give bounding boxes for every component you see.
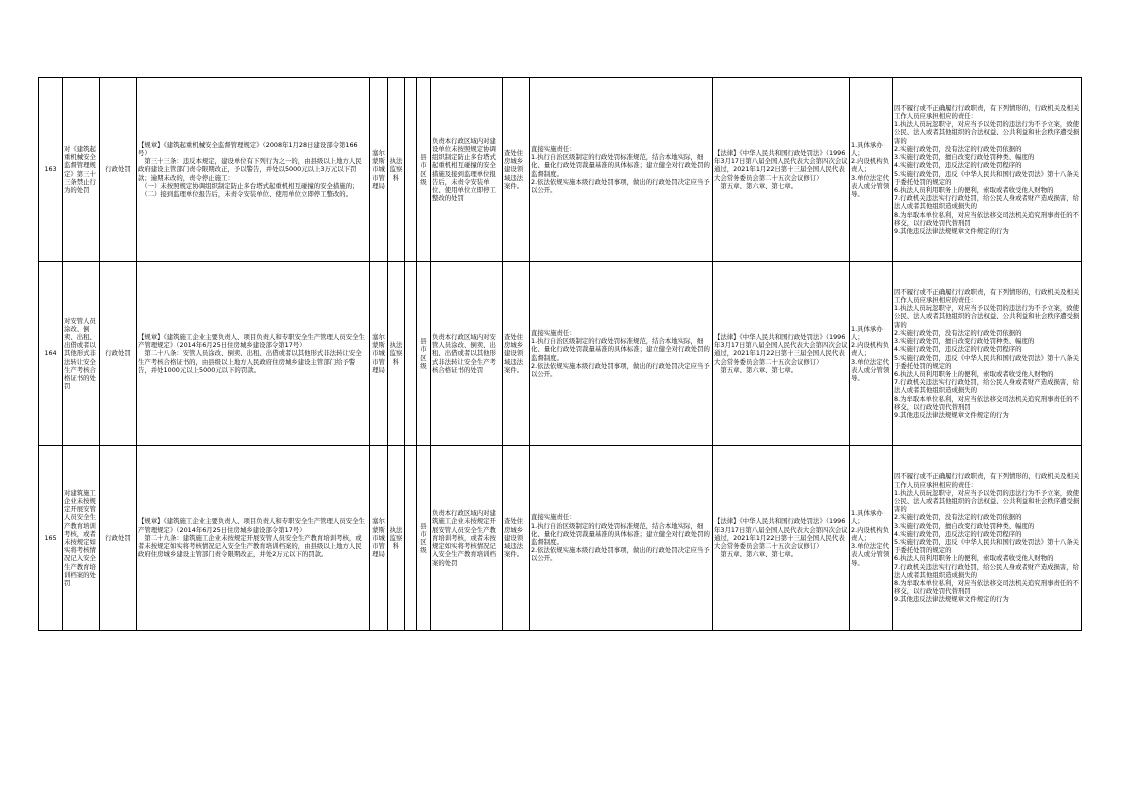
item-name: 对建筑施工企业未按规定开展安管人员安全生产教育培训考核，或者未按规定如实将考核情况记入安全生产教育培训档案的处罚: [63, 446, 100, 631]
responsible-subject: 1.具体承办人； 2.内设机构负责人； 3.单位法定代表人或分管领导。: [850, 78, 893, 262]
legal-basis: 【规章】《建筑施工企业主要负责人、项目负责人和专职安全生产管理人员安全生产管理规定》（2014年6月25日住房城乡建设部令第17号） 第二十八条：安管人员涂改、倒卖、出租、出借或者以其他形式非法转让安全生产考核合格证书的，由县级以上地方人民政府住房城乡建设主管部门给予警告，并处1000元以上5000元以下的罚款。: [137, 262, 370, 446]
liability-items: 因不履行或不正确履行行政职责，有下列情形的，行政机关及相关工作人员应承担相应的责任： 1.执法人员玩忽职守，对应当予以处罚的违法行为不予立案，致使公民、法人或者其他组织的合法权益、公共利益和社会秩序遭受损害的 2.实施行政处罚，没有法定的行政处罚依据的 3.实施行政处罚，擅自改变行政处罚种类、幅度的 4.实施行政处罚，违反法定的行政处罚程序的 5.实施行政处罚，违反《中华人民共和国行政处罚法》第十八条关于委托处罚的规定的 6.执法人员利用职务上的便利，索取或者收受他人财物的 7.行政机关违法实行行政处罚，给公民人身或者财产造成损害，给法人或者其他组织造成损失的 8.为牟取本单位私利，对应当依法移交司法机关追究刑事责任的不移交，以行政处罚代替刑罚 9.其他违反法律法规规章文件规定的行为: [893, 78, 1082, 262]
liability-items: 因不履行或不正确履行行政职责，有下列情形的，行政机关及相关工作人员应承担相应的责任： 1.执法人员玩忽职守，对应当予以处罚的违法行为不予立案，致使公民、法人或者其他组织的合法权益、公共利益和社会秩序遭受损害的 2.实施行政处罚，没有法定的行政处罚依据的 3.实施行政处罚，擅自改变行政处罚种类、幅度的 4.实施行政处罚，违反法定的行政处罚程序的 5.实施行政处罚，违反《中华人民共和国行政处罚法》第十八条关于委托处罚的规定的 6.执法人员利用职务上的便利，索取或者收受他人财物的 7.行政机关违法实行行政处罚，给公民人身或者财产造成损害，给法人或者其他组织造成损失的 8.为牟取本单位私利，对应当依法移交司法机关追究刑事责任的不移交，以行政处罚代替刑罚 9.其他违反法律法规规章文件规定的行为: [893, 446, 1082, 631]
item-type: 行政处罚: [100, 78, 137, 262]
implementing-dept: 塞尔蒙斯市城市管理局: [370, 446, 388, 631]
item-name: 对《建筑起重机械安全监督管理规定》第三十三条禁止行为的处罚: [63, 78, 100, 262]
responsibility-scope: 负责本行政区域内对建设单位未按照规定协调组织制定防止多台塔式起重机相互碰撞的安全措施及接到监理单位报告后，未责令安装单位、使用单位立即停工整改的处罚: [431, 78, 503, 262]
item-type: 行政处罚: [100, 262, 137, 446]
implementing-dept: 塞尔蒙斯市城市管理局: [370, 78, 388, 262]
row-number: 164: [39, 262, 63, 446]
responsible-subject: 1.具体承办人； 2.内设机构负责人； 3.单位法定代表人或分管领导。: [850, 262, 893, 446]
responsibility-scope: 负责本行政区域内对安管人员涂改、倒卖、出租、出借或者以其他形式非法转让安全生产考核合格证书的处罚: [431, 262, 503, 446]
item-name: 对安管人员涂改、倒卖、出租、出借或者以其他形式非法转让安全生产考核合格证书的处罚: [63, 262, 100, 446]
item-type: 行政处罚: [100, 446, 137, 631]
empty-cell: [405, 78, 417, 262]
law-basis: 【法律】《中华人民共和国行政处罚法》（1996年3月17日第八届全国人民代表大会第四次会议通过，2021年1月22日第十三届全国人民代表大会常务委员会第二十五次会议修订） 第五章、第六章、第七章。: [713, 446, 850, 631]
empty-cell: [405, 446, 417, 631]
law-basis: 【法律】《中华人民共和国行政处罚法》（1996年3月17日第八届全国人民代表大会第四次会议通过，2021年1月22日第十三届全国人民代表大会常务委员会第二十五次会议修订） 第五章、第六章、第七章。: [713, 262, 850, 446]
row-number: 165: [39, 446, 63, 631]
work-scope: 查处住房城乡建设领域违法案件。: [503, 262, 530, 446]
enforcement-section: 执法监察科: [388, 446, 405, 631]
table-row: [39, 446, 1082, 631]
responsibility-scope: 负责本行政区域内对建筑施工企业未按规定开展安管人员安全生产教育培训考核，或者未按规定如实将考核情况记入安全生产教育培训档案的处罚: [431, 446, 503, 631]
responsible-subject: 1.具体承办人； 2.内设机构负责人； 3.单位法定代表人或分管领导。: [850, 446, 893, 631]
liability-items: 因不履行或不正确履行行政职责，有下列情形的，行政机关及相关工作人员应承担相应的责任： 1.执法人员玩忽职守，对应当予以处罚的违法行为不予立案，致使公民、法人或者其他组织的合法权益、公共利益和社会秩序遭受损害的 2.实施行政处罚，没有法定的行政处罚依据的 3.实施行政处罚，擅自改变行政处罚种类、幅度的 4.实施行政处罚，违反法定的行政处罚程序的 5.实施行政处罚，违反《中华人民共和国行政处罚法》第十八条关于委托处罚的规定的 6.执法人员利用职务上的便利，索取或者收受他人财物的 7.行政机关违法实行行政处罚，给公民人身或者财产造成损害，给法人或者其他组织造成损失的 8.为牟取本单位私利，对应当依法移交司法机关追究刑事责任的不移交，以行政处罚代替刑罚 9.其他违反法律法规规章文件规定的行为: [893, 262, 1082, 446]
enforcement-section: 执法监察科: [388, 78, 405, 262]
power-list-table: [38, 77, 1082, 631]
work-scope: 查处住房城乡建设领域违法案件。: [503, 78, 530, 262]
legal-basis: 【规章】《建筑起重机械安全监督管理规定》（2008年1月28日建设部令第166号） 第三十三条：违反本规定，建设单位有下列行为之一的，由县级以上地方人民政府建设主管部门责令限期改正，予以警告，并处以5000元以上3万元以下罚款；逾期未改的，责令停止施工： （一）未按照规定协调组织制定防止多台塔式起重机相互碰撞的安全措施的； （二）接到监理单位报告后，未责令安装单位、使用单位立即停工整改的。: [137, 78, 370, 262]
exercise-level: 县市区级: [417, 78, 431, 262]
table-row: [39, 262, 1082, 446]
duty-items: 直接实施责任： 1.执行自治区级制定的行政处罚标准规范，结合本地实际，细化、量化行政处罚裁量基准的具体标准；建立健全对行政处罚的监督制度。 2.依法依规实施本级行政处罚事项，做出的行政处罚决定应当予以公开。: [530, 262, 713, 446]
row-number: 163: [39, 78, 63, 262]
empty-cell: [405, 262, 417, 446]
table-row: [39, 78, 1082, 262]
enforcement-section: 执法监察科: [388, 262, 405, 446]
law-basis: 【法律】《中华人民共和国行政处罚法》（1996年3月17日第八届全国人民代表大会第四次会议通过，2021年1月22日第十三届全国人民代表大会常务委员会第二十五次会议修订） 第五章、第六章、第七章。: [713, 78, 850, 262]
legal-basis: 【规章】《建筑施工企业主要负责人、项目负责人和专职安全生产管理人员安全生产管理规定》（2014年6月25日住房城乡建设部令第17号） 第二十九条：建筑施工企业未按规定开展安管人员安全生产教育培训考核，或者未按规定如实将考核情况记入安全生产教育培训档案的，由县级以上地方人民政府住房城乡建设主管部门责令限期改正，并处2万元以下的罚款。: [137, 446, 370, 631]
work-scope: 查处住房城乡建设领域违法案件。: [503, 446, 530, 631]
duty-items: 直接实施责任： 1.执行自治区级制定的行政处罚标准规范，结合本地实际，细化、量化行政处罚裁量基准的具体标准；建立健全对行政处罚的监督制度。 2.依法依规实施本级行政处罚事项，做出的行政处罚决定应当予以公开。: [530, 446, 713, 631]
duty-items: 直接实施责任： 1.执行自治区级制定的行政处罚标准规范，结合本地实际，细化、量化行政处罚裁量基准的具体标准；建立健全对行政处罚的监督制度。 2.依法依规实施本级行政处罚事项，做出的行政处罚决定应当予以公开。: [530, 78, 713, 262]
exercise-level: 县市区级: [417, 262, 431, 446]
exercise-level: 县市区级: [417, 446, 431, 631]
implementing-dept: 塞尔蒙斯市城市管理局: [370, 262, 388, 446]
